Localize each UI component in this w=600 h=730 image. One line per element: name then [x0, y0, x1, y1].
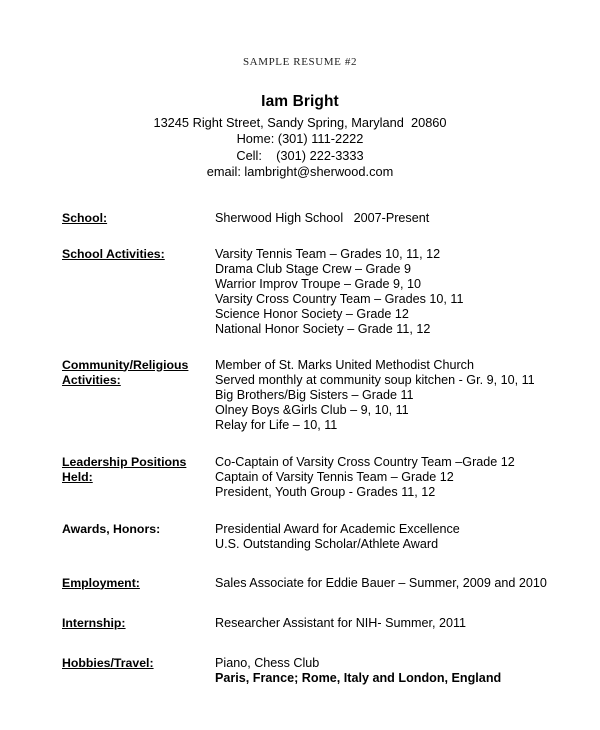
section-content-line: Researcher Assistant for NIH- Summer, 2011	[215, 615, 467, 630]
section-content-line: Olney Boys &Girls Club – 9, 10, 11	[215, 402, 409, 417]
resume-section-row	[62, 656, 580, 686]
section-label	[62, 247, 215, 262]
section-label-text: School Activities:	[62, 246, 165, 261]
section-content	[215, 522, 580, 552]
section-content	[215, 616, 580, 631]
section-content	[215, 455, 580, 500]
applicant-name: Iam Bright	[261, 93, 339, 110]
document-header: SAMPLE RESUME #2	[242, 56, 358, 68]
section-content-line: Science Honor Society – Grade 12	[215, 306, 409, 321]
section-spacer	[62, 500, 580, 522]
section-content-line: Varsity Cross Country Team – Grades 10, 11	[215, 291, 464, 306]
section-label	[62, 576, 215, 591]
section-content	[215, 211, 580, 226]
resume-section-row	[62, 522, 580, 552]
section-content	[215, 656, 580, 686]
section-spacer	[62, 433, 580, 455]
section-label-text: Internship:	[62, 615, 126, 630]
section-content-line: Piano, Chess Club	[215, 655, 320, 670]
section-content-line: Captain of Varsity Tennis Team – Grade 12	[215, 469, 454, 484]
section-content-line: Member of St. Marks United Methodist Church	[215, 357, 474, 372]
applicant-address: 13245 Right Street, Sandy Spring, Maryland 20860	[153, 114, 447, 130]
section-label-text: School:	[62, 210, 108, 225]
section-content-line: Served monthly at community soup kitchen - Gr. 9, 10, 11	[215, 372, 535, 387]
section-spacer	[62, 591, 580, 616]
section-content-line: National Honor Society – Grade 11, 12	[215, 321, 431, 336]
section-content-line: Paris, France; Rome, Italy and London, England	[215, 670, 502, 685]
section-label-text: Hobbies/Travel:	[62, 655, 154, 670]
resume-section-row	[62, 247, 580, 337]
section-content	[215, 576, 580, 591]
section-content-line: Sales Associate for Eddie Bauer – Summer, 2009 and 2010	[215, 575, 547, 590]
section-content	[215, 247, 580, 337]
section-label: Awards, Honors:	[62, 521, 161, 536]
section-content	[215, 358, 580, 433]
section-spacer	[62, 337, 580, 358]
resume-section-row	[62, 455, 580, 500]
section-content-line: Varsity Tennis Team – Grades 10, 11, 12	[215, 246, 441, 261]
resume-section-row	[62, 211, 580, 226]
section-label	[62, 656, 215, 671]
section-label	[62, 455, 215, 485]
section-content-line: Drama Club Stage Crew – Grade 9	[215, 261, 411, 276]
section-content-line: Sherwood High School 2007-Present	[215, 210, 430, 225]
section-label	[62, 616, 215, 631]
section-spacer	[62, 226, 580, 247]
section-label-text: Community/Religious Activities:	[62, 357, 189, 387]
applicant-cell-phone: Cell: (301) 222-3333	[236, 147, 364, 163]
section-label-text: Leadership Positions Held:	[62, 454, 187, 484]
section-content-line: President, Youth Group - Grades 11, 12	[215, 484, 436, 499]
applicant-home-phone: Home: (301) 111-2222	[236, 131, 364, 146]
applicant-email: email: lambright@sherwood.com	[206, 164, 394, 179]
section-content-line: Warrior Improv Troupe – Grade 9, 10	[215, 276, 422, 291]
section-label	[62, 358, 215, 388]
resume-section-row	[62, 616, 580, 631]
section-spacer	[62, 552, 580, 576]
section-spacer	[62, 631, 580, 656]
section-content-line: Big Brothers/Big Sisters – Grade 11	[215, 387, 414, 402]
section-label-text: Employment:	[62, 575, 140, 590]
section-content-line: Relay for Life – 10, 11	[215, 417, 338, 432]
resume-section-row	[62, 358, 580, 433]
resume-section-row	[62, 576, 580, 591]
section-label	[62, 211, 215, 226]
contact-block	[0, 94, 600, 181]
section-content-line: Co-Captain of Varsity Cross Country Team –Grade 12	[215, 454, 515, 469]
resume-sections	[0, 211, 600, 686]
section-content-line: Presidential Award for Academic Excellence	[215, 521, 460, 536]
section-content-line: U.S. Outstanding Scholar/Athlete Award	[215, 536, 439, 551]
